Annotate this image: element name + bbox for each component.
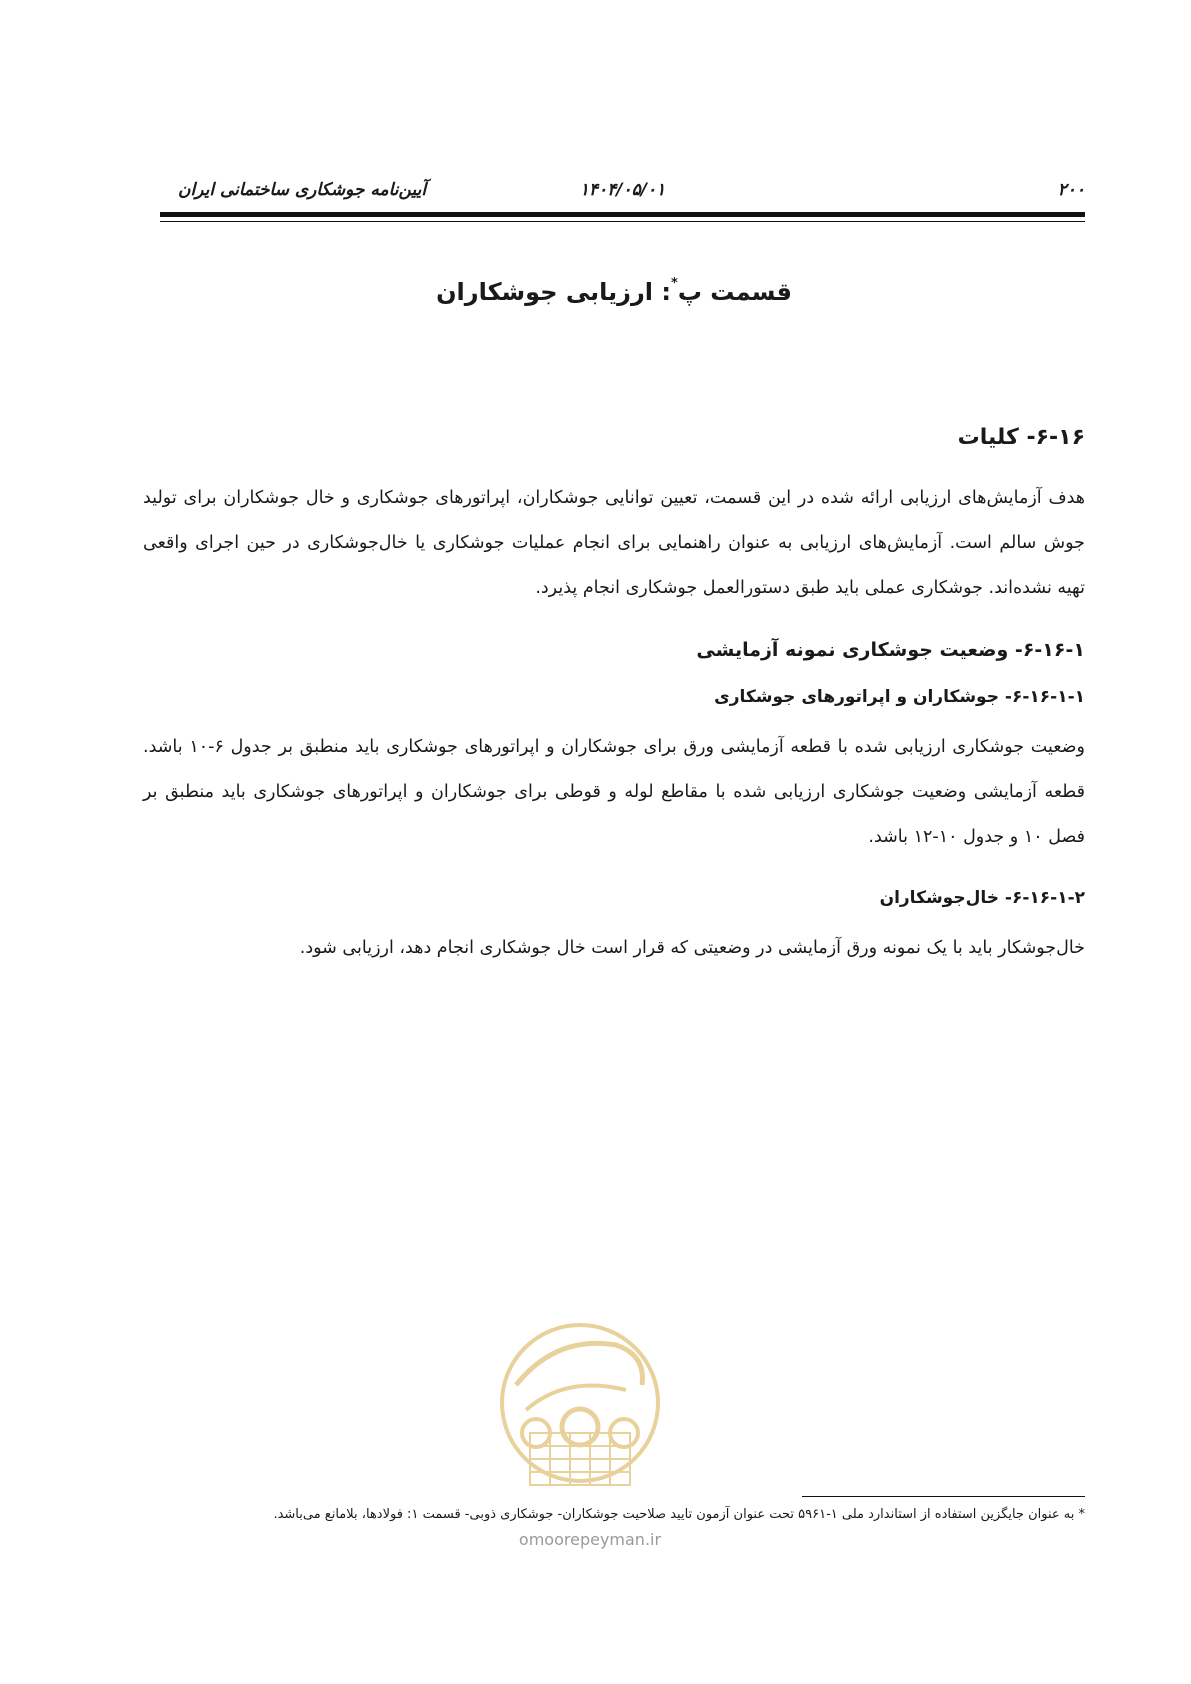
heading-6-16-1-1: ۶-۱۶-۱-۱- جوشکاران و اپراتورهای جوشکاری [714,687,1085,707]
section-title [143,270,1085,306]
paragraph-6-16: هدف آزمایش‌های ارزیابی ارائه شده در این قسمت، تعیین توانایی جوشکاران، اپراتورهای جوشکاری و خال جوشکاران برای تولید جوش سالم است. آزمایش‌های ارزیابی به عنوان راهنمایی برای انجام عملیات جوشکاری یا خال‌جوشکاری در حین اجرای واقعی تهیه نشده‌اند. جوشکاری عملی باید طبق دستورالعمل جوشکاری انجام پذیرد. [143,488,1085,598]
paragraph-6-16-1-1: وضعیت جوشکاری ارزیابی شده با قطعه آزمایشی ورق برای جوشکاران و اپراتورهای جوشکاری باید منطبق بر جدول ۶-۱۰ باشد. قطعه آزمایشی وضعیت جوشکاری ارزیابی شده با مقاطع لوله و قوطی برای جوشکاران و اپراتورهای جوشکاری باید منطبق بر فصل ۱۰ و جدول ۱۰-۱۲ باشد. [143,737,1085,847]
header-date: ۱۴۰۴/۰۵/۰۱ [579,180,666,200]
heading-6-16: ۶-۱۶- کلیات [957,425,1085,450]
book-title: آیین‌نامه جوشکاری ساختمانی ایران [178,180,427,200]
page-header [160,180,1085,214]
header-rule-thin [160,221,1085,222]
header-rule-thick [160,212,1085,217]
footnote-rule [802,1496,1085,1497]
footnote: * به عنوان جایگزین استفاده از استاندارد ملی ۱-۵۹۶۱ تحت عنوان آزمون تایید صلاحیت جوشکاران- جوشکاری ذوبی- قسمت ۱: فولادها، بلامانع می‌باشد. [273,1507,1085,1522]
watermark-logo [496,1315,664,1505]
page-content [143,270,1085,993]
paragraph-6-16-1-2: خال‌جوشکار باید با یک نمونه ورق آزمایشی در وضعیتی که قرار است خال جوشکاری انجام دهد، ارزیابی شود. [299,938,1085,958]
heading-6-16-1-2: ۶-۱۶-۱-۲- خال‌جوشکاران [879,888,1085,908]
footnote-mark: * [671,276,678,291]
watermark-url: omoorepeyman.ir [518,1530,662,1549]
section-title-rest: : ارزیابی جوشکاران [436,278,671,306]
page-number: ۲۰۰ [1057,180,1085,200]
heading-6-16-1: ۶-۱۶-۱- وضعیت جوشکاری نمونه آزمایشی [696,639,1085,661]
section-title-part: قسمت پ [677,278,792,306]
